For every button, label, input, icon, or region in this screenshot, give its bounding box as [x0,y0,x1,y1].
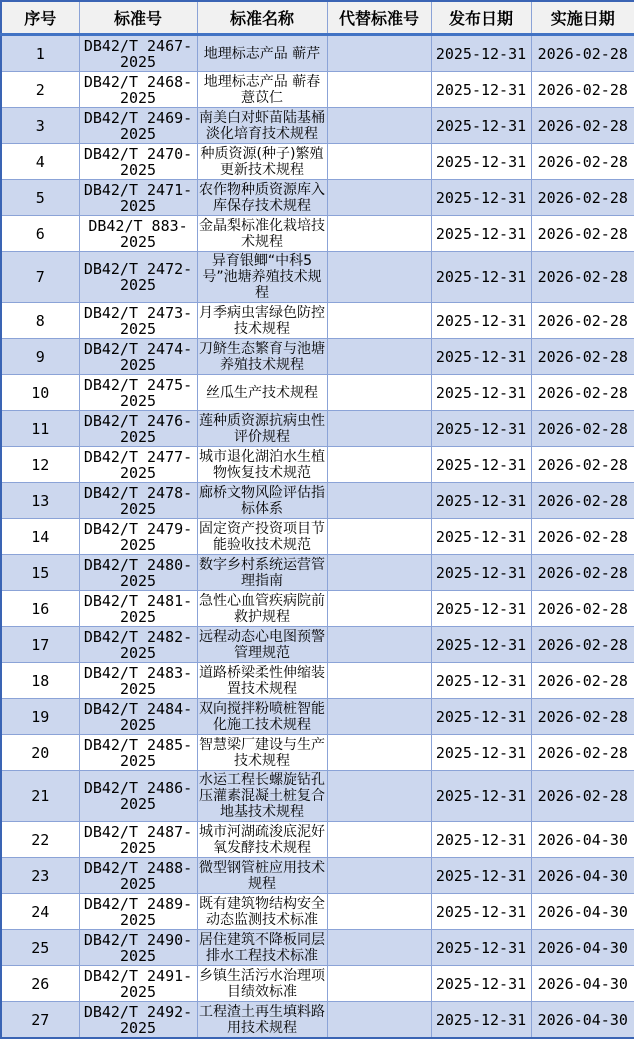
cell-publish-date: 2025-12-31 [431,858,531,894]
cell-publish-date: 2025-12-31 [431,699,531,735]
cell-standard-name: 急性心血管疾病院前救护规程 [199,592,325,625]
cell-replaced-no [327,663,431,699]
cell-seq: 3 [1,108,79,144]
cell-implement-date: 2026-02-28 [531,375,634,411]
col-header-publish-date: 发布日期 [431,1,531,35]
cell-implement-date: 2026-02-28 [531,591,634,627]
cell-standard-no: DB42/T 2485-2025 [79,735,197,771]
cell-seq: 5 [1,180,79,216]
cell-seq: 1 [1,35,79,72]
cell-replaced-no [327,735,431,771]
cell-replaced-no [327,144,431,180]
cell-implement-date: 2026-02-28 [531,555,634,591]
cell-standard-no: DB42/T 2492-2025 [79,1002,197,1039]
cell-standard-name: 月季病虫害绿色防控技术规程 [199,304,325,337]
cell-standard-no: DB42/T 2480-2025 [79,555,197,591]
cell-standard-name: 双向搅拌粉喷桩智能化施工技术规程 [199,700,325,733]
table-row [1,216,634,252]
cell-standard-name: 居住建筑不降板同层排水工程技术标准 [199,931,325,964]
cell-publish-date: 2025-12-31 [431,339,531,375]
cell-seq: 15 [1,555,79,591]
cell-publish-date: 2025-12-31 [431,252,531,303]
cell-replaced-no [327,930,431,966]
cell-standard-name: 莲种质资源抗病虫性评价规程 [199,412,325,445]
cell-standard-no: DB42/T 2469-2025 [79,108,197,144]
table-row [1,447,634,483]
cell-standard-no: DB42/T 2470-2025 [79,144,197,180]
table-row [1,735,634,771]
col-header-replaced-no: 代替标准号 [327,1,431,35]
cell-publish-date: 2025-12-31 [431,375,531,411]
cell-implement-date: 2026-02-28 [531,735,634,771]
cell-standard-no: DB42/T 2481-2025 [79,591,197,627]
cell-standard-name: 城市河湖疏浚底泥好氧发酵技术规程 [199,823,325,856]
cell-standard-no: DB42/T 2474-2025 [79,339,197,375]
cell-replaced-no [327,771,431,822]
cell-seq: 10 [1,375,79,411]
cell-publish-date: 2025-12-31 [431,411,531,447]
table-row [1,1002,634,1039]
cell-replaced-no [327,216,431,252]
cell-standard-no: DB42/T 2490-2025 [79,930,197,966]
cell-replaced-no [327,483,431,519]
cell-implement-date: 2026-02-28 [531,447,634,483]
cell-standard-name: 刀鲚生态繁育与池塘养殖技术规程 [199,340,325,373]
cell-seq: 16 [1,591,79,627]
cell-publish-date: 2025-12-31 [431,894,531,930]
table-row [1,663,634,699]
cell-publish-date: 2025-12-31 [431,735,531,771]
cell-standard-name: 数字乡村系统运营管理指南 [199,556,325,589]
cell-implement-date: 2026-04-30 [531,966,634,1002]
cell-seq: 27 [1,1002,79,1039]
cell-seq: 4 [1,144,79,180]
cell-publish-date: 2025-12-31 [431,519,531,555]
cell-publish-date: 2025-12-31 [431,72,531,108]
cell-seq: 24 [1,894,79,930]
cell-replaced-no [327,591,431,627]
table-row [1,252,634,303]
cell-replaced-no [327,108,431,144]
cell-implement-date: 2026-04-30 [531,822,634,858]
cell-standard-no: DB42/T 2476-2025 [79,411,197,447]
standards-table-body [1,35,634,1039]
cell-standard-no: DB42/T 2473-2025 [79,303,197,339]
cell-publish-date: 2025-12-31 [431,447,531,483]
table-row [1,930,634,966]
cell-standard-name: 智慧梁厂建设与生产技术规程 [199,736,325,769]
cell-seq: 23 [1,858,79,894]
cell-standard-no: DB42/T 2487-2025 [79,822,197,858]
table-row [1,339,634,375]
cell-standard-no: DB42/T 2467-2025 [79,35,197,72]
table-row [1,180,634,216]
cell-standard-name: 金晶梨标准化栽培技术规程 [199,217,325,250]
cell-standard-name: 廊桥文物风险评估指标体系 [199,484,325,517]
cell-replaced-no [327,627,431,663]
table-row [1,699,634,735]
table-row [1,519,634,555]
cell-publish-date: 2025-12-31 [431,966,531,1002]
cell-replaced-no [327,966,431,1002]
cell-seq: 8 [1,303,79,339]
table-row [1,591,634,627]
cell-standard-name: 工程渣土再生填料路用技术规程 [197,1002,327,1039]
cell-implement-date: 2026-02-28 [531,35,634,72]
cell-replaced-no [327,180,431,216]
table-row [1,822,634,858]
cell-seq: 19 [1,699,79,735]
cell-publish-date: 2025-12-31 [431,822,531,858]
header-row [1,1,634,35]
cell-publish-date: 2025-12-31 [431,303,531,339]
table-row [1,966,634,1002]
cell-standard-name: 道路桥梁柔性伸缩装置技术规程 [199,664,325,697]
cell-replaced-no [327,375,431,411]
cell-replaced-no [327,555,431,591]
cell-replaced-no [327,1002,431,1039]
cell-implement-date: 2026-02-28 [531,180,634,216]
cell-seq: 13 [1,483,79,519]
table-row [1,144,634,180]
cell-implement-date: 2026-02-28 [531,411,634,447]
cell-implement-date: 2026-04-30 [531,930,634,966]
cell-standard-name: 南美白对虾苗陆基桶淡化培育技术规程 [199,109,325,142]
cell-implement-date: 2026-04-30 [531,1002,634,1039]
cell-replaced-no [327,894,431,930]
table-row [1,108,634,144]
cell-implement-date: 2026-02-28 [531,699,634,735]
cell-implement-date: 2026-02-28 [531,627,634,663]
cell-standard-name: 农作物种质资源库入库保存技术规程 [199,181,325,214]
cell-seq: 6 [1,216,79,252]
cell-standard-no: DB42/T 2477-2025 [79,447,197,483]
cell-seq: 18 [1,663,79,699]
cell-replaced-no [327,519,431,555]
table-row [1,771,634,822]
cell-publish-date: 2025-12-31 [431,108,531,144]
cell-standard-no: DB42/T 2489-2025 [79,894,197,930]
cell-publish-date: 2025-12-31 [431,35,531,72]
cell-replaced-no [327,822,431,858]
table-row [1,375,634,411]
table-row [1,411,634,447]
cell-replaced-no [327,411,431,447]
cell-implement-date: 2026-02-28 [531,72,634,108]
cell-implement-date: 2026-02-28 [531,339,634,375]
cell-standard-no: DB42/T 2482-2025 [79,627,197,663]
table-row [1,555,634,591]
cell-standard-no: DB42/T 883-2025 [79,216,197,252]
cell-implement-date: 2026-02-28 [531,252,634,303]
cell-replaced-no [327,858,431,894]
col-header-implement-date: 实施日期 [531,1,634,35]
cell-implement-date: 2026-02-28 [531,303,634,339]
col-header-seq: 序号 [1,1,79,35]
cell-seq: 12 [1,447,79,483]
cell-standard-no: DB42/T 2471-2025 [79,180,197,216]
cell-implement-date: 2026-02-28 [531,216,634,252]
cell-publish-date: 2025-12-31 [431,627,531,663]
cell-standard-no: DB42/T 2483-2025 [79,663,197,699]
cell-seq: 2 [1,72,79,108]
cell-implement-date: 2026-02-28 [531,519,634,555]
cell-publish-date: 2025-12-31 [431,771,531,822]
col-header-standard-name: 标准名称 [197,1,327,35]
cell-replaced-no [327,699,431,735]
cell-implement-date: 2026-02-28 [531,483,634,519]
cell-seq: 25 [1,930,79,966]
cell-seq: 22 [1,822,79,858]
cell-seq: 14 [1,519,79,555]
cell-seq: 26 [1,966,79,1002]
cell-replaced-no [327,447,431,483]
cell-implement-date: 2026-04-30 [531,858,634,894]
cell-publish-date: 2025-12-31 [431,180,531,216]
cell-standard-no: DB42/T 2472-2025 [79,252,197,303]
cell-standard-no: DB42/T 2468-2025 [79,72,197,108]
cell-seq: 7 [1,252,79,303]
cell-publish-date: 2025-12-31 [431,930,531,966]
cell-seq: 11 [1,411,79,447]
cell-publish-date: 2025-12-31 [431,663,531,699]
cell-standard-no: DB42/T 2486-2025 [79,771,197,822]
cell-standard-no: DB42/T 2491-2025 [79,966,197,1002]
cell-standard-name: 城市退化湖泊水生植物恢复技术规范 [199,448,325,481]
cell-standard-name: 地理标志产品 蕲芹 [197,35,327,72]
cell-publish-date: 2025-12-31 [431,591,531,627]
cell-implement-date: 2026-02-28 [531,663,634,699]
cell-replaced-no [327,252,431,303]
cell-standard-name: 既有建筑物结构安全动态监测技术标准 [199,895,325,928]
cell-standard-no: DB42/T 2478-2025 [79,483,197,519]
cell-standard-no: DB42/T 2475-2025 [79,375,197,411]
cell-seq: 9 [1,339,79,375]
cell-publish-date: 2025-12-31 [431,1002,531,1039]
table-row [1,627,634,663]
cell-implement-date: 2026-02-28 [531,144,634,180]
cell-publish-date: 2025-12-31 [431,216,531,252]
cell-publish-date: 2025-12-31 [431,483,531,519]
cell-seq: 21 [1,771,79,822]
cell-seq: 20 [1,735,79,771]
cell-standard-name: 丝瓜生产技术规程 [197,375,327,411]
cell-standard-name: 远程动态心电图预警管理规范 [199,628,325,661]
cell-replaced-no [327,303,431,339]
cell-standard-name: 微型钢管桩应用技术规程 [199,859,325,892]
cell-implement-date: 2026-02-28 [531,108,634,144]
cell-standard-name: 异育银鲫“中科5号”池塘养殖技术规程 [197,252,327,303]
cell-replaced-no [327,35,431,72]
cell-standard-no: DB42/T 2484-2025 [79,699,197,735]
table-row [1,303,634,339]
table-row [1,72,634,108]
cell-standard-name: 固定资产投资项目节能验收技术规范 [199,520,325,553]
cell-standard-name: 乡镇生活污水治理项目绩效标准 [199,967,325,1000]
cell-publish-date: 2025-12-31 [431,555,531,591]
cell-implement-date: 2026-04-30 [531,894,634,930]
cell-standard-name: 水运工程长螺旋钻孔压灌素混凝土桩复合地基技术规程 [199,772,325,820]
cell-standard-no: DB42/T 2479-2025 [79,519,197,555]
table-row [1,483,634,519]
cell-replaced-no [327,72,431,108]
cell-seq: 17 [1,627,79,663]
table-row [1,35,634,72]
col-header-standard-no: 标准号 [79,1,197,35]
cell-replaced-no [327,339,431,375]
table-row [1,894,634,930]
cell-standard-name: 地理标志产品 蕲春薏苡仁 [197,72,327,108]
table-row [1,858,634,894]
cell-standard-no: DB42/T 2488-2025 [79,858,197,894]
cell-standard-name: 种质资源(种子)繁殖更新技术规程 [197,144,327,180]
cell-implement-date: 2026-02-28 [531,771,634,822]
cell-publish-date: 2025-12-31 [431,144,531,180]
